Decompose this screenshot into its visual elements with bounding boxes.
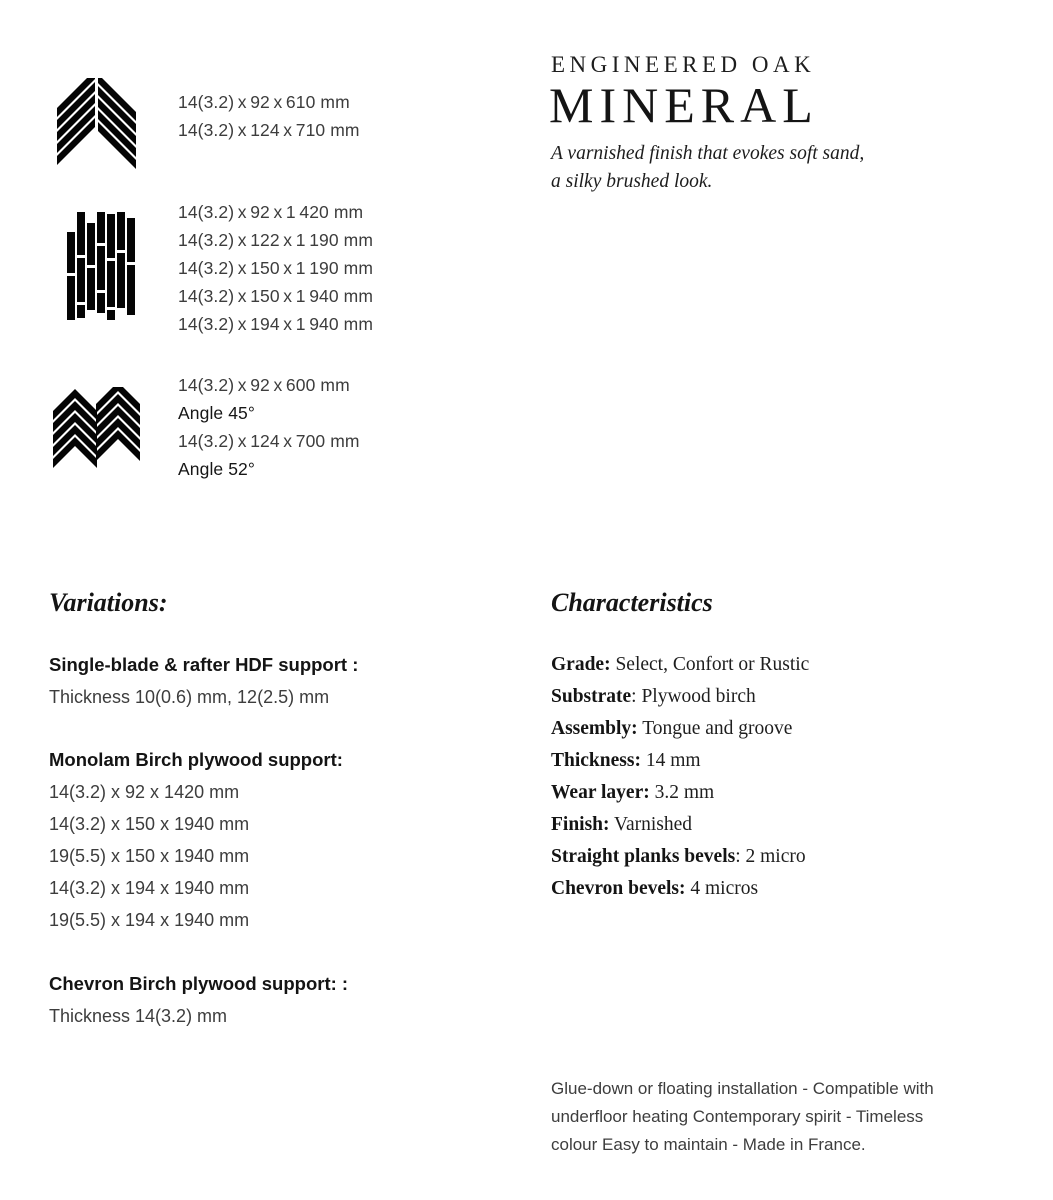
format-dimension-line: 14(3.2) x 92 x 600 mm	[178, 375, 350, 395]
characteristic-row	[551, 873, 809, 905]
format-dimension-line: 14(3.2) x 92 x 1 420 mm	[178, 202, 364, 222]
variation-line: 19(5.5) x 150 x 1940 mm	[49, 846, 250, 866]
tagline-line: a silky brushed look.	[551, 171, 713, 192]
variation-line: 14(3.2) x 92 x 1420 mm	[49, 782, 240, 802]
herringbone-dimensions	[178, 88, 360, 144]
characteristic-value: Select, Confort or Rustic	[610, 654, 810, 675]
tagline-line: A varnished finish that evokes soft sand,	[551, 143, 865, 164]
variation-group-heading: Monolam Birch plywood support:	[49, 749, 343, 770]
variation-group-monolam	[49, 744, 343, 936]
vertical-planks-icon	[67, 212, 137, 320]
characteristic-value: 14 mm	[640, 750, 701, 771]
characteristic-value: : Plywood birch	[631, 686, 756, 707]
product-tagline	[551, 140, 864, 196]
characteristic-row	[551, 841, 809, 873]
installation-note: Glue-down or floating installation - Compatible with underfloor heating Contemporary spirit - Timeless colour Easy to maintain - Made in France.	[551, 1079, 934, 1154]
format-dimension-line: 14(3.2) x 124 x 700 mm	[178, 431, 360, 451]
format-dimension-line: 14(3.2) x 124 x 710 mm	[178, 120, 360, 140]
characteristic-row	[551, 649, 809, 681]
characteristic-value: Tongue and groove	[637, 718, 793, 739]
planks-dimensions	[178, 198, 373, 338]
product-title: MINERAL	[549, 77, 819, 133]
characteristic-row	[551, 713, 809, 745]
variations-heading: Variations:	[49, 588, 168, 617]
characteristic-label: Straight planks bevels	[551, 846, 736, 867]
characteristic-value: : 2 micro	[735, 846, 806, 867]
variation-line: 14(3.2) x 150 x 1940 mm	[49, 814, 250, 834]
variation-line: 14(3.2) x 194 x 1940 mm	[49, 878, 250, 898]
variation-group-hdf	[49, 649, 358, 713]
format-dimension-line: 14(3.2) x 92 x 610 mm	[178, 92, 350, 112]
format-dimension-line: 14(3.2) x 150 x 1 940 mm	[178, 286, 374, 306]
characteristic-label: Chevron bevels:	[551, 878, 686, 899]
variation-line: Thickness 10(0.6) mm, 12(2.5) mm	[49, 687, 330, 707]
characteristic-label: Wear layer:	[551, 782, 650, 803]
characteristics-list	[551, 649, 809, 905]
characteristic-label: Finish:	[551, 814, 610, 835]
format-dimension-line: 14(3.2) x 194 x 1 940 mm	[178, 314, 374, 334]
variation-line: Thickness 14(3.2) mm	[49, 1006, 228, 1026]
chevron-icon	[53, 387, 140, 472]
characteristic-label: Substrate	[551, 686, 632, 707]
characteristic-row	[551, 809, 809, 841]
format-dimension-line: 14(3.2) x 122 x 1 190 mm	[178, 230, 374, 250]
variation-group-heading: Chevron Birch plywood support: :	[49, 973, 349, 994]
characteristic-value: Varnished	[609, 814, 693, 835]
format-dimension-line: 14(3.2) x 150 x 1 190 mm	[178, 258, 374, 278]
characteristic-row	[551, 777, 809, 809]
herringbone-icon	[54, 78, 139, 170]
variation-group-chevron	[49, 968, 348, 1032]
format-angle-line: Angle 52°	[178, 459, 255, 479]
characteristics-heading: Characteristics	[551, 588, 713, 617]
characteristic-value: 4 micros	[685, 878, 759, 899]
characteristic-row	[551, 745, 809, 777]
characteristic-value: 3.2 mm	[649, 782, 715, 803]
characteristic-label: Assembly:	[551, 718, 638, 739]
characteristic-label: Grade:	[551, 654, 611, 675]
variation-line: 19(5.5) x 194 x 1940 mm	[49, 910, 250, 930]
format-angle-line: Angle 45°	[178, 403, 255, 423]
chevron-dimensions	[178, 371, 360, 483]
product-range-kicker: ENGINEERED OAK	[551, 52, 816, 77]
characteristic-label: Thickness:	[551, 750, 641, 771]
characteristic-row	[551, 681, 809, 713]
variation-group-heading: Single-blade & rafter HDF support :	[49, 654, 359, 675]
